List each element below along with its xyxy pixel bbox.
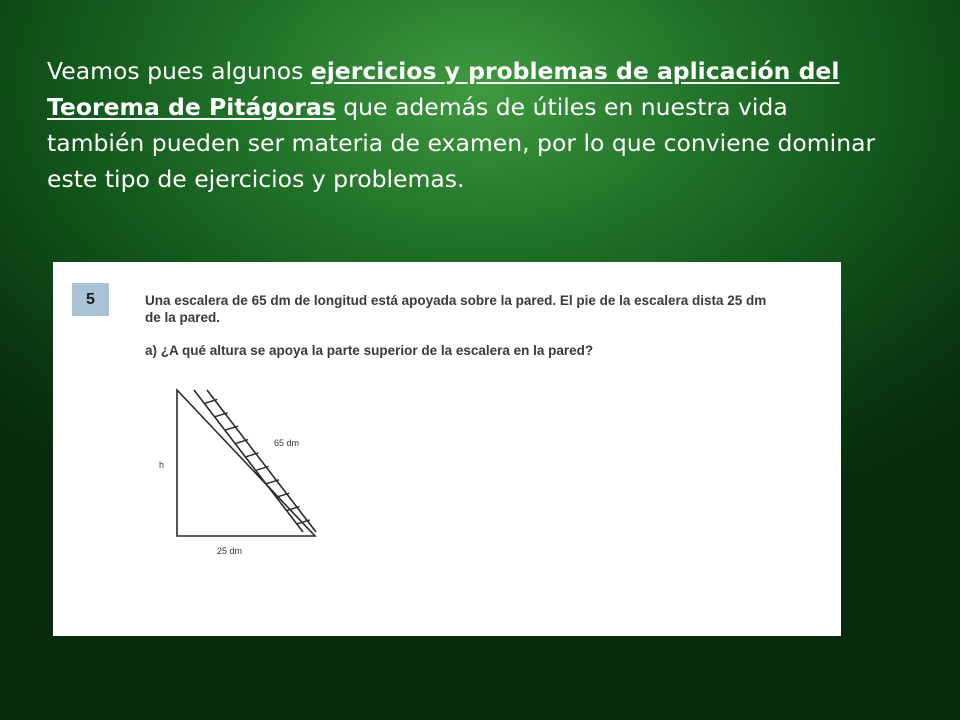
ladder-length-label: 65 dm [274,438,300,448]
ladder-rail-right [207,390,316,532]
ladder-rungs [204,399,310,524]
pythagoras-link[interactable]: ejercicios y problemas de aplicación del Teorema de Pitágoras [47,57,840,121]
height-label: h [159,460,165,470]
exercise-statement: Una escalera de 65 dm de longitud está apoyada sobre la pared. El pie de la escalera dista 25 dm de la pared. [145,293,767,325]
exercise-question: a) ¿A qué altura se apoya la parte superior de la escalera en la pared? [145,343,594,358]
triangle-shape [177,390,315,536]
ladder-diagram [53,262,841,636]
exercise-figure [53,262,841,636]
intro-text-before: Veamos pues algunos [47,57,311,85]
intro-paragraph [47,53,877,197]
intro-text-after: que además de útiles en nuestra vida también pueden ser materia de examen, por lo que conviene dominar este tipo de ejercicios y problemas. [47,93,876,193]
base-length-label: 25 dm [217,546,243,556]
exercise-number-badge: 5 [72,283,109,316]
